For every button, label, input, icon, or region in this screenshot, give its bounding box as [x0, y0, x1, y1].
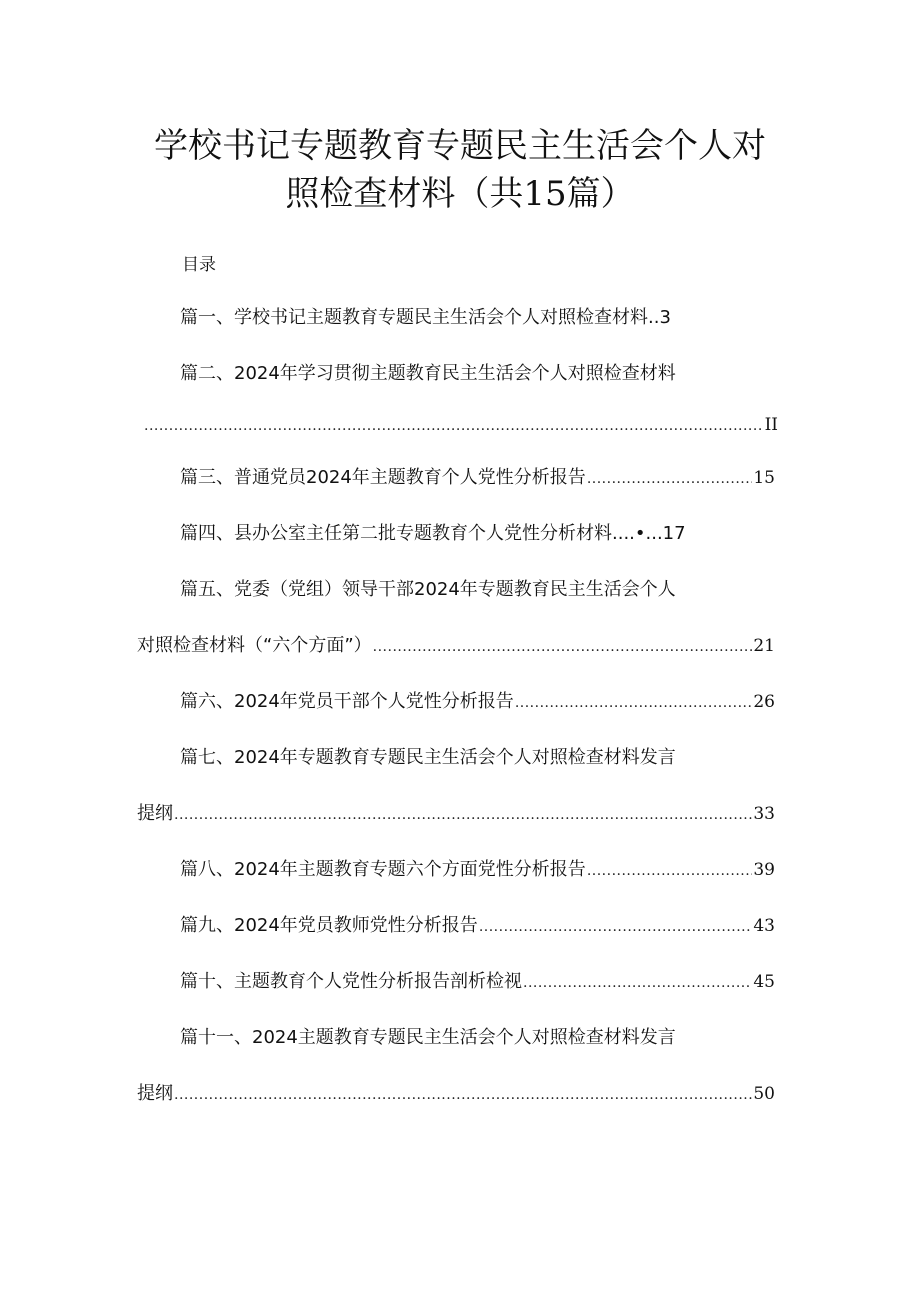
document-title-line-2 — [60, 170, 860, 218]
document-title-line-1: 学校书记专题教育专题民主生活会个人对 — [154, 126, 766, 166]
toc-entry-2-text: 篇二、2024年学习贯彻主题教育民主生活会个人对照检查材料 — [180, 363, 676, 384]
toc-entry-7-page: 33 — [753, 804, 775, 824]
dot-leader — [587, 859, 753, 883]
toc-entry-10-page: 45 — [753, 972, 775, 992]
toc-entry-2-leader-row — [143, 413, 778, 438]
toc-entry-7[interactable] — [180, 746, 676, 770]
toc-entry-8-page: 39 — [753, 860, 775, 880]
toc-entry-6-text: 篇六、2024年党员干部个人党性分析报告 — [180, 691, 514, 712]
dot-leader — [523, 971, 752, 995]
title-count: 15 — [523, 174, 567, 214]
toc-entry-3-page: 15 — [753, 468, 775, 488]
toc-entry-9[interactable] — [180, 914, 775, 939]
toc-entry-11-cont-text: 提纲 — [137, 1083, 173, 1104]
toc-entry-1-text: 篇一、学校书记主题教育专题民主生活会个人对照检查材料..3 — [180, 307, 671, 328]
toc-heading: 目录 — [182, 255, 216, 275]
dot-leader — [479, 915, 753, 939]
toc-entry-8-text: 篇八、2024年主题教育专题六个方面党性分析报告 — [180, 859, 586, 880]
toc-entry-9-page: 43 — [753, 916, 775, 936]
toc-entry-10[interactable] — [180, 970, 775, 995]
toc-entry-10-text: 篇十、主题教育个人党性分析报告剖析检视 — [180, 971, 522, 992]
toc-entry-11-continuation[interactable] — [137, 1082, 775, 1107]
dot-leader — [373, 635, 753, 659]
toc-entry-2[interactable] — [180, 362, 676, 386]
toc-entry-7-continuation[interactable] — [137, 802, 775, 827]
toc-entry-11-text: 篇十一、2024主题教育专题民主生活会个人对照检查材料发言 — [180, 1027, 676, 1048]
toc-entry-5[interactable] — [180, 578, 676, 602]
toc-entry-9-text: 篇九、2024年党员教师党性分析报告 — [180, 915, 478, 936]
toc-entry-3[interactable] — [180, 466, 775, 491]
toc-entry-4[interactable] — [180, 522, 686, 546]
title-suffix: 篇） — [566, 174, 635, 214]
toc-entry-2-page: II — [764, 415, 778, 435]
toc-entry-6-page: 26 — [753, 692, 775, 712]
dot-leader — [174, 803, 752, 827]
dot-leader — [587, 467, 753, 491]
toc-entry-3-text: 篇三、普通党员2024年主题教育个人党性分析报告 — [180, 467, 586, 488]
toc-entry-5-page: 21 — [753, 636, 775, 656]
dot-leader — [144, 414, 764, 438]
toc-entry-6[interactable] — [180, 690, 775, 715]
toc-entry-7-text: 篇七、2024年专题教育专题民主生活会个人对照检查材料发言 — [180, 747, 676, 768]
toc-entry-8[interactable] — [180, 858, 775, 883]
toc-entry-11[interactable] — [180, 1026, 676, 1050]
toc-entry-5-cont-text: 对照检查材料（“六个方面”） — [137, 635, 372, 656]
toc-entry-1[interactable] — [180, 306, 671, 330]
dot-leader — [515, 691, 753, 715]
toc-entry-7-cont-text: 提纲 — [137, 803, 173, 824]
dot-leader — [174, 1083, 752, 1107]
toc-entry-5-text: 篇五、党委（党组）领导干部2024年专题教育民主生活会个人 — [180, 579, 676, 600]
toc-entry-11-page: 50 — [753, 1084, 775, 1104]
title-prefix: 照检查材料（共 — [285, 174, 524, 214]
toc-entry-5-continuation[interactable] — [137, 634, 775, 659]
toc-entry-4-text: 篇四、县办公室主任第二批专题教育个人党性分析材料....•...17 — [180, 523, 686, 544]
